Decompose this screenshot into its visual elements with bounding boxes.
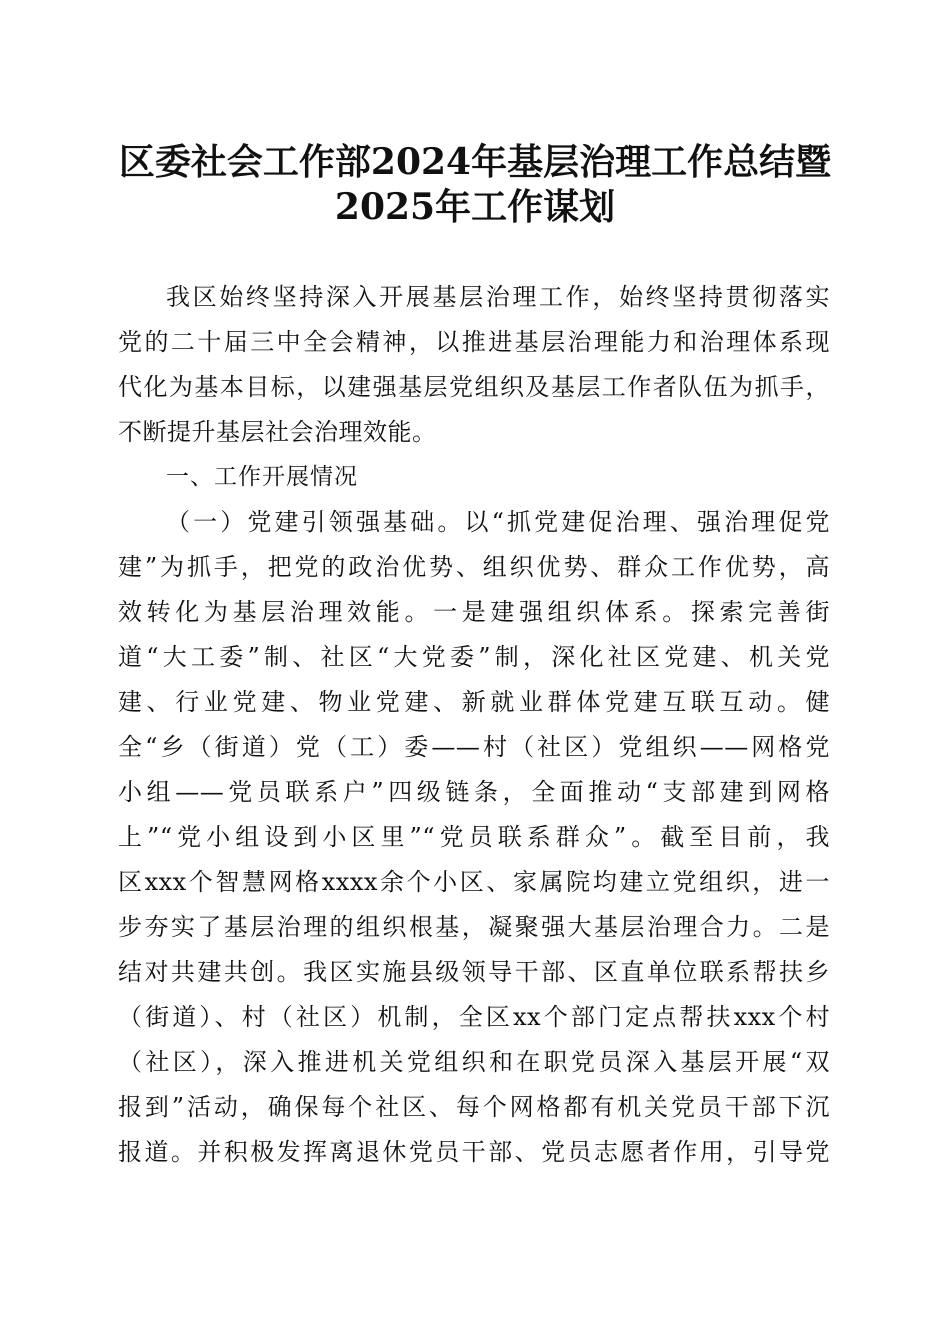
paragraph-line: 上”“党小组设到小区里”“党员联系群众”。截至目前，我 [118, 823, 830, 851]
paragraph-line: 建、行业党建、物业党建、新就业群体党建互联互动。健 [118, 688, 830, 716]
document-title-line-2: 2025年工作谋划 [334, 186, 616, 228]
intro-line: 不断提升基层社会治理效能。 [118, 418, 437, 446]
intro-line: 代化为基本目标，以建强基层党组织及基层工作者队伍为抓手， [118, 373, 830, 401]
paragraph-line: 步夯实了基层治理的组织根基，凝聚强大基层治理合力。二是 [118, 913, 830, 941]
paragraph-line: 报道。并积极发挥离退休党员干部、党员志愿者作用，引导党 [118, 1138, 830, 1166]
paragraph-line: 效转化为基层治理效能。一是建强组织体系。探索完善街 [118, 598, 830, 626]
paragraph-line: 全“乡（街道）党（工）委——村（社区）党组织——网格党 [118, 733, 830, 761]
paragraph-line: 道“大工委”制、社区“大党委”制，深化社区党建、机关党 [118, 643, 830, 671]
paragraph-line: 建”为抓手，把党的政治优势、组织优势、群众工作优势，高 [118, 553, 830, 581]
paragraph-line: 小组——党员联系户”四级链条，全面推动“支部建到网格 [118, 778, 830, 806]
paragraph-line: 结对共建共创。我区实施县级领导干部、区直单位联系帮扶乡 [118, 958, 830, 986]
intro-line: 党的二十届三中全会精神，以推进基层治理能力和治理体系现 [118, 328, 830, 356]
paragraph-line: 报到”活动，确保每个社区、每个网格都有机关党员干部下沉 [118, 1093, 830, 1121]
section-heading: 一、工作开展情况 [166, 464, 358, 490]
paragraph-line: （街道）、村（社区）机制，全区xx个部门定点帮扶xxx个村 [118, 1003, 830, 1031]
paragraph-line: （社区），深入推进机关党组织和在职党员深入基层开展“双 [118, 1048, 830, 1076]
paragraph-line: （一）党建引领强基础。以“抓党建促治理、强治理促党 [166, 508, 830, 536]
paragraph-line: 区xxx个智慧网格xxxx余个小区、家属院均建立党组织，进一 [118, 868, 830, 896]
intro-line: 我区始终坚持深入开展基层治理工作，始终坚持贯彻落实 [166, 283, 830, 311]
document-title-line-1: 区委社会工作部2024年基层治理工作总结暨 [118, 141, 832, 183]
